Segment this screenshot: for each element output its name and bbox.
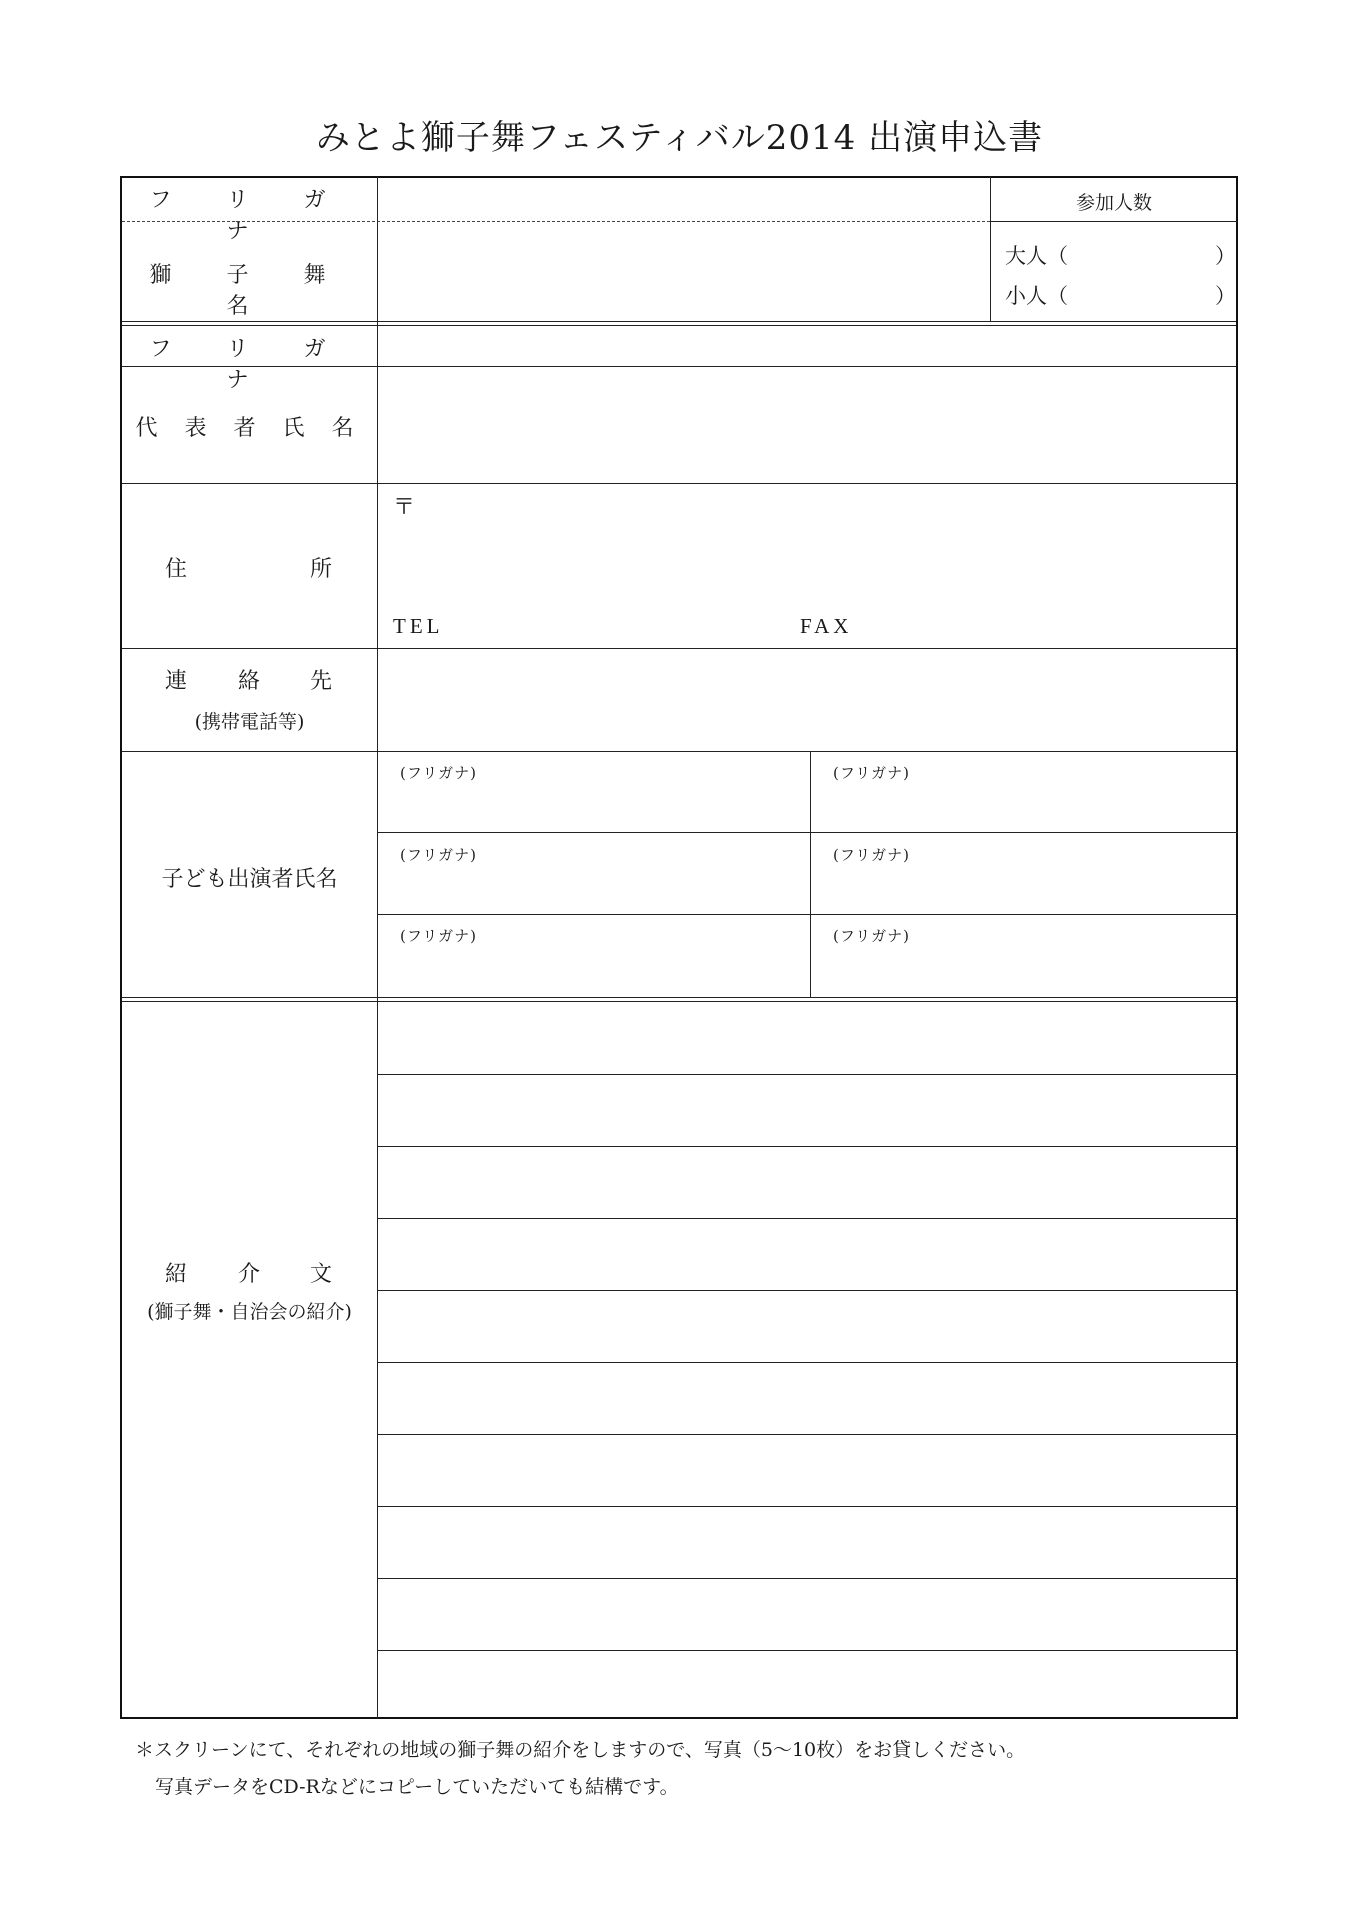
intro-label-3: 文	[310, 1262, 333, 1287]
double-separator-1	[122, 321, 1236, 326]
address-input[interactable]	[379, 520, 1236, 610]
contact-label-2: 絡	[238, 669, 261, 694]
adult-count-input[interactable]	[1060, 238, 1210, 266]
row-separator	[122, 648, 1236, 649]
children-label: 子ども出演者氏名	[161, 867, 338, 892]
shishimai-name-input[interactable]	[379, 224, 989, 319]
shishimai-name-label: 獅 子 舞 名	[149, 263, 350, 319]
child-name-input-1[interactable]	[380, 786, 808, 830]
double-separator-2	[122, 997, 1236, 1002]
child-count-label: 小人（	[1005, 284, 1068, 308]
note-line-1: ＊スクリーンにて、それぞれの地域の獅子舞の紹介をしますので、写真（5～10枚）をお貸しください。	[135, 1739, 1026, 1761]
child-name-input-3[interactable]	[380, 868, 808, 912]
furigana-label-1: フ リ ガ ナ	[149, 188, 350, 244]
form-title: みとよ獅子舞フェスティバル2014 出演申込書	[315, 118, 1044, 158]
child-close-paren: ）	[1215, 284, 1236, 308]
address-label-2: 所	[310, 557, 333, 582]
tel-label: TEL	[393, 614, 444, 638]
child-furigana-label: (フリガナ)	[833, 764, 910, 782]
contact-sublabel: (携帯電話等)	[194, 711, 305, 733]
child-name-input-5[interactable]	[380, 949, 808, 993]
child-count-input[interactable]	[1060, 278, 1210, 306]
contact-label-3: 先	[310, 669, 333, 694]
column-divider	[377, 176, 378, 1719]
child-name-input-6[interactable]	[813, 949, 1236, 993]
child-furigana-label: (フリガナ)	[400, 764, 477, 782]
furigana-label-2: フ リ ガ ナ	[149, 337, 350, 393]
intro-sublabel: (獅子舞・自治会の紹介)	[147, 1301, 352, 1323]
intro-label-1: 紹	[165, 1262, 188, 1287]
child-furigana-label: (フリガナ)	[833, 927, 910, 945]
tel-input[interactable]	[470, 612, 770, 642]
row-separator	[122, 366, 1236, 367]
dashed-separator	[122, 221, 990, 222]
postal-mark: 〒	[393, 495, 416, 520]
intro-label-2: 介	[238, 1262, 261, 1287]
children-divider	[810, 751, 811, 997]
representative-input[interactable]	[379, 368, 1236, 482]
children-row-line	[377, 914, 1238, 915]
participants-header-line	[990, 221, 1238, 222]
postal-code-input[interactable]	[420, 488, 720, 518]
intro-text-area[interactable]	[380, 1003, 1236, 1717]
fax-input[interactable]	[880, 612, 1220, 642]
address-label-1: 住	[165, 557, 188, 582]
contact-label-1: 連	[165, 669, 188, 694]
row-separator	[122, 483, 1236, 484]
furigana-input-1[interactable]	[379, 178, 989, 220]
furigana-input-2[interactable]	[379, 327, 1236, 365]
child-furigana-label: (フリガナ)	[833, 846, 910, 864]
fax-label: FAX	[800, 614, 853, 638]
child-furigana-label: (フリガナ)	[400, 927, 477, 945]
child-name-input-4[interactable]	[813, 868, 1236, 912]
adult-close-paren: ）	[1215, 244, 1236, 268]
note-line-2: 写真データをCD-Rなどにコピーしていただいても結構です。	[155, 1776, 679, 1798]
adult-count-label: 大人（	[1005, 244, 1068, 268]
children-row-line	[377, 832, 1238, 833]
row-separator	[122, 751, 1236, 752]
child-furigana-label: (フリガナ)	[400, 846, 477, 864]
child-name-input-2[interactable]	[813, 786, 1236, 830]
contact-input[interactable]	[379, 651, 1236, 749]
representative-label: 代 表 者 氏 名	[135, 416, 364, 441]
participants-header: 参加人数	[1075, 192, 1152, 214]
